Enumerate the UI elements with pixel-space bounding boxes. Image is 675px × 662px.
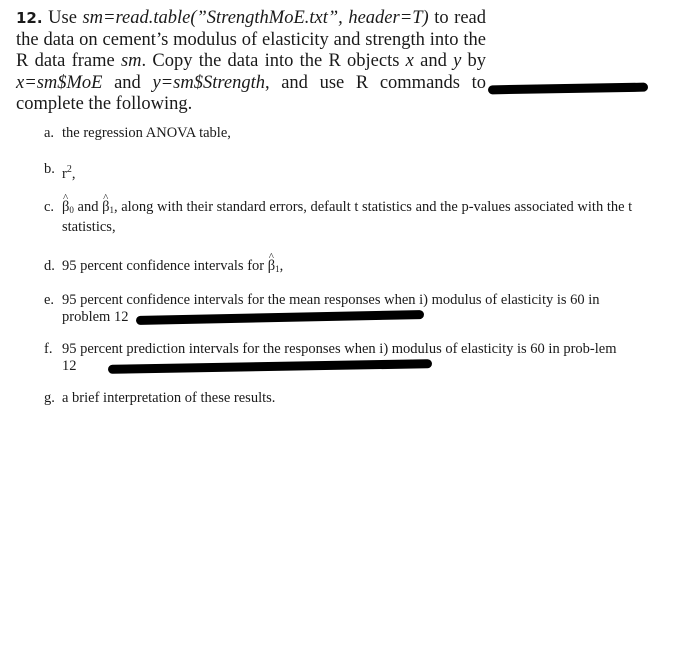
code-x: x — [405, 51, 414, 71]
code-assign-y: y=sm$Strength — [152, 72, 265, 93]
intro-text-3: . Copy the data into the R objects — [141, 51, 406, 71]
item-label: d. — [44, 258, 55, 274]
item-label: e. — [44, 292, 55, 308]
item-label: b. — [44, 161, 55, 177]
item-label: f. — [44, 341, 53, 357]
item-text — [62, 161, 644, 183]
r-symbol: r — [62, 165, 67, 182]
item-label: g. — [44, 390, 55, 406]
item-text-before: 95 percent confidence intervals for — [62, 258, 268, 274]
list-item — [44, 292, 644, 326]
item-text-after: , — [279, 258, 284, 274]
problem-statement — [16, 8, 486, 116]
list-item — [44, 125, 644, 142]
list-item — [44, 390, 644, 407]
item-text-after: , along with their standard errors, default t statistics and the p-values associated with the t statistics, — [62, 199, 633, 235]
beta-hat-symbol: ^ β — [62, 199, 69, 216]
item-text-and: and — [73, 199, 103, 215]
redaction-mark — [488, 83, 648, 95]
superscript: 2 — [66, 164, 72, 175]
list-item — [44, 199, 644, 236]
code-y: y — [453, 51, 462, 71]
item-text: 95 percent prediction intervals for the responses when i) modulus of elasticity is 60 in prob-lem 12 — [62, 341, 617, 374]
intro-text-5: by — [461, 51, 487, 71]
item-text: 95 percent confidence intervals for the mean responses when i) modulus of elasticity is 60 in problem 12 — [62, 292, 600, 325]
intro-text-7: , and use R commands to complete the following. — [16, 72, 486, 114]
code-sm: sm — [120, 51, 142, 71]
item-text: the regression ANOVA table, — [62, 125, 231, 141]
intro-text-6: and — [102, 72, 153, 93]
beta-hat-symbol: ^ β — [268, 258, 275, 275]
item-text: a brief interpretation of these results. — [62, 390, 276, 406]
subscript: 1 — [109, 205, 114, 215]
item-label: a. — [44, 125, 55, 141]
problem-number: 12. — [16, 9, 43, 27]
item-label: c. — [44, 199, 55, 215]
item-text — [62, 258, 644, 278]
list-item — [44, 341, 644, 375]
beta-hat-symbol: ^ β — [102, 199, 109, 216]
intro-text-4: and — [413, 51, 454, 71]
list-item — [44, 258, 644, 278]
subscript: 1 — [275, 264, 280, 274]
list-item — [44, 161, 644, 183]
intro-text-2: to read the data on cement’s modulus of elasticity and strength into the R data frame — [16, 8, 486, 71]
item-text — [62, 199, 644, 236]
intro-text-1: Use — [48, 8, 83, 28]
subscript: 0 — [69, 205, 74, 215]
code-read-table: sm=read.table(”StrengthMoE.txt”, header=T) — [82, 8, 429, 28]
code-assign-x: x=sm$MoE — [16, 72, 103, 93]
item-text-after: , — [71, 165, 76, 182]
